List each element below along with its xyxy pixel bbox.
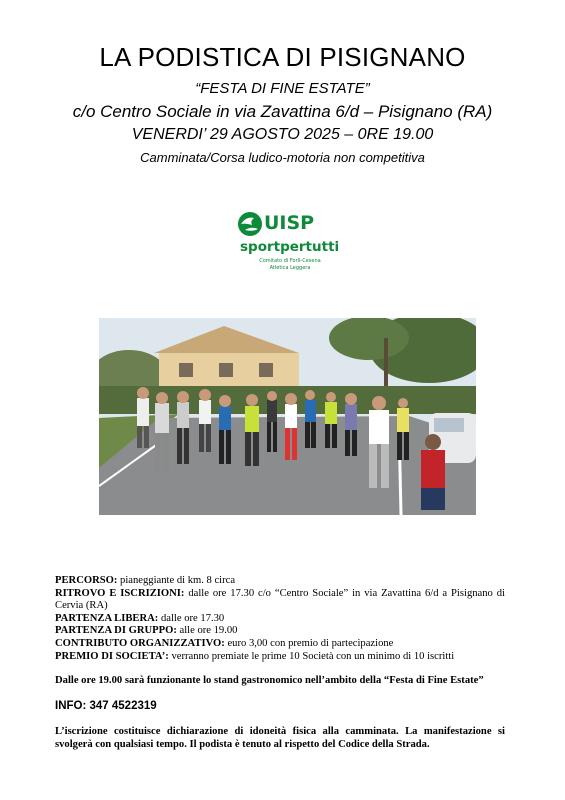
- detail-percorso: PERCORSO: pianeggiante di km. 8 circa: [55, 575, 236, 586]
- runners-photo: [99, 318, 476, 515]
- uisp-committee: Comitato di Forlì-Cesena Atletica Leggera: [259, 258, 321, 271]
- event-location: c/o Centro Sociale in via Zavattina 6/d – Pisignano (RA): [72, 102, 493, 121]
- event-datetime: VENERDI’ 29 AGOSTO 2025 – 0RE 19.00: [131, 126, 434, 143]
- detail-partenza-libera: PARTENZA LIBERA: dalle ore 17.30: [55, 612, 225, 624]
- uisp-tagline: sportpertutti: [240, 239, 340, 255]
- uisp-logo: [236, 210, 342, 282]
- event-details: [55, 575, 505, 752]
- detail-stand: Dalle ore 19.00 sarà funzionante lo stand gastronomico nell’ambito della “Festa di Fine Estate”: [55, 675, 484, 687]
- event-description: Camminata/Corsa ludico-motoria non competitiva: [140, 150, 425, 165]
- detail-premio: PREMIO DI SOCIETA’: verranno premiate le prime 10 Società con un minimo di 10 iscritti: [55, 650, 455, 662]
- detail-ritrovo: RITROVO E ISCRIZIONI: dalle ore 17.30 c/o “Centro Sociale” in via Zavattina 6/d a Pisignano di Cervia (RA): [55, 587, 505, 612]
- info-phone: INFO: 347 4522319: [55, 699, 157, 712]
- uisp-brand: UISP: [264, 212, 315, 234]
- disclaimer: L’iscrizione costituisce dichiarazione di idoneità fisica alla camminata. La manifestazione si svolgerà con qualsiasi tempo. Il podista è tenuto al rispetto del Codice della Strada.: [55, 726, 505, 750]
- detail-partenza-gruppo: PARTENZA DI GRUPPO: alle ore 19.00: [55, 625, 238, 637]
- event-name: “FESTA DI FINE ESTATE”: [195, 80, 370, 97]
- page-title: LA PODISTICA DI PISIGNANO: [99, 42, 466, 72]
- detail-contributo: CONTRIBUTO ORGANIZZATIVO: euro 3,00 con premio di partecipazione: [55, 637, 394, 649]
